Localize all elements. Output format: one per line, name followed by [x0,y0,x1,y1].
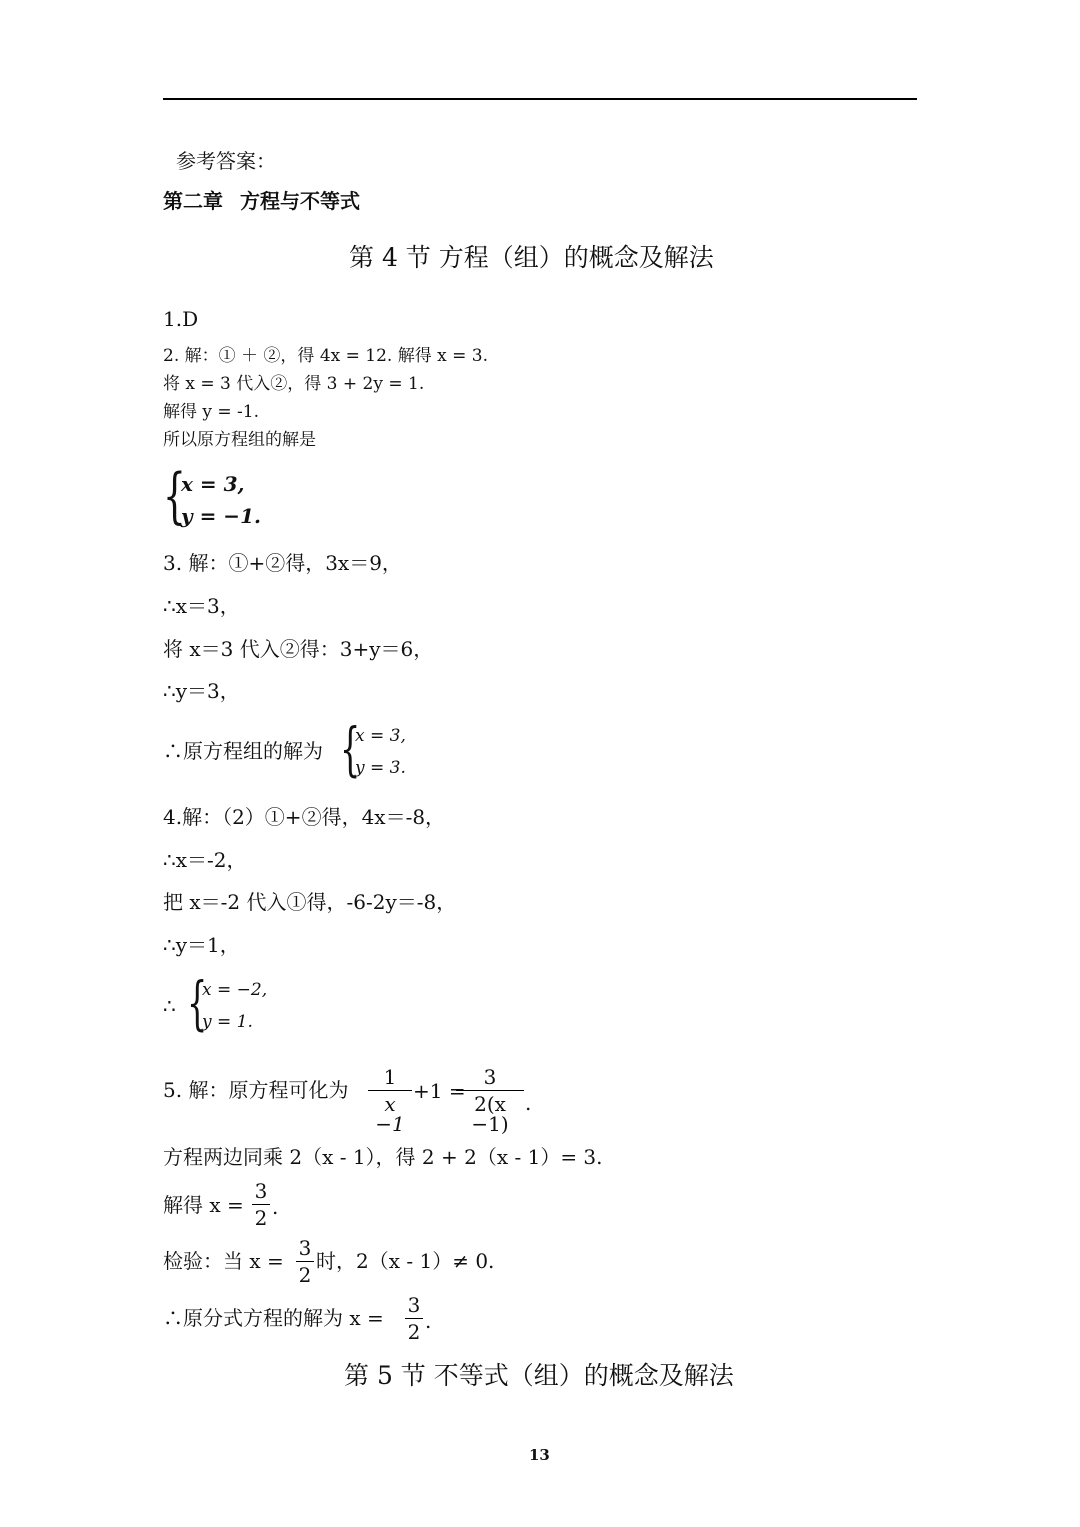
left-brace-icon: { [340,715,361,783]
q4-line-5: ∴ [163,994,176,1018]
q2-line-2: 将 x = 3 代入②，得 3 + 2y = 1. [163,374,425,394]
q5-line-5-fraction [405,1295,423,1342]
q4-solution-y: y = 1. [202,1012,253,1032]
q3-line-5: ∴原方程组的解为 [163,739,323,763]
q5-line-5-numerator: 3 [407,1293,421,1317]
q3-line-3: 将 x＝3 代入②得：3+y＝6， [163,637,434,661]
q5-line-4-prefix: 检验：当 x = [163,1249,284,1273]
q5-fraction-1-denominator: x −1 [375,1092,405,1136]
q3-solution-x: x = 3, [355,726,406,746]
q5-line-1-prefix: 5. 解：原方程可化为 [163,1078,349,1102]
q1-answer: 1.D [163,307,199,331]
q5-line-3-numerator: 3 [254,1179,268,1203]
q2-line-3: 解得 y = -1. [163,402,260,422]
q4-line-1: 4.解：（2）①+②得，4x＝-8， [163,805,446,829]
q5-line-4-suffix: 时，2（x - 1）≠ 0. [316,1249,495,1273]
q3-line-1: 3. 解：①+②得，3x＝9， [163,551,402,575]
q5-line-4-numerator: 3 [298,1236,312,1260]
q5-fraction-1 [368,1067,412,1134]
header-rule [163,98,917,100]
q5-line-1-end: . [525,1091,532,1115]
q5-line-5-prefix: ∴原分式方程的解为 x = [163,1306,384,1330]
q5-line-3-fraction [252,1181,270,1228]
section-5-title: 第 5 节 不等式（组）的概念及解法 [344,1361,734,1390]
page-number: 13 [529,1446,550,1464]
q4-solution-x: x = −2, [202,980,268,1000]
q5-plus-one-equals: +1 = [413,1079,466,1103]
answer-label: 参考答案： [176,149,276,173]
q5-fraction-1-numerator: 1 [383,1065,397,1089]
q5-line-3-denominator: 2 [254,1206,268,1230]
q5-fraction-2 [456,1067,524,1134]
section-4-title: 第 4 节 方程（组）的概念及解法 [349,243,714,272]
q2-solution-y: y = −1. [181,504,261,528]
q3-solution-y: y = 3. [355,758,406,778]
q3-line-2: ∴x＝3， [163,594,240,618]
q5-line-3-prefix: 解得 x = [163,1193,244,1217]
chapter-title: 第二章 方程与不等式 [163,189,360,213]
q2-line-1: 2. 解：① ＋ ②，得 4x = 12. 解得 x = 3. [163,346,488,366]
q5-fraction-2-denominator: 2(x −1) [471,1092,509,1136]
left-brace-icon: { [163,461,186,531]
left-brace-icon: { [187,969,208,1037]
q2-line-4: 所以原方程组的解是 [163,430,316,450]
q5-line-5-denominator: 2 [407,1320,421,1344]
q3-line-4: ∴y＝3， [163,679,240,703]
q5-line-5-end: . [425,1309,432,1333]
q5-line-4-denominator: 2 [298,1263,312,1287]
q5-fraction-2-numerator: 3 [483,1065,497,1089]
q4-line-4: ∴y＝1， [163,933,240,957]
q5-line-2: 方程两边同乘 2（x - 1），得 2 + 2（x - 1）= 3. [163,1145,603,1169]
q4-line-3: 把 x＝-2 代入①得，-6-2y＝-8， [163,890,457,914]
q4-line-2: ∴x＝-2， [163,848,247,872]
q5-line-4-fraction [296,1238,314,1285]
q5-line-3-end: . [272,1195,279,1219]
q2-solution-x: x = 3, [181,472,245,496]
